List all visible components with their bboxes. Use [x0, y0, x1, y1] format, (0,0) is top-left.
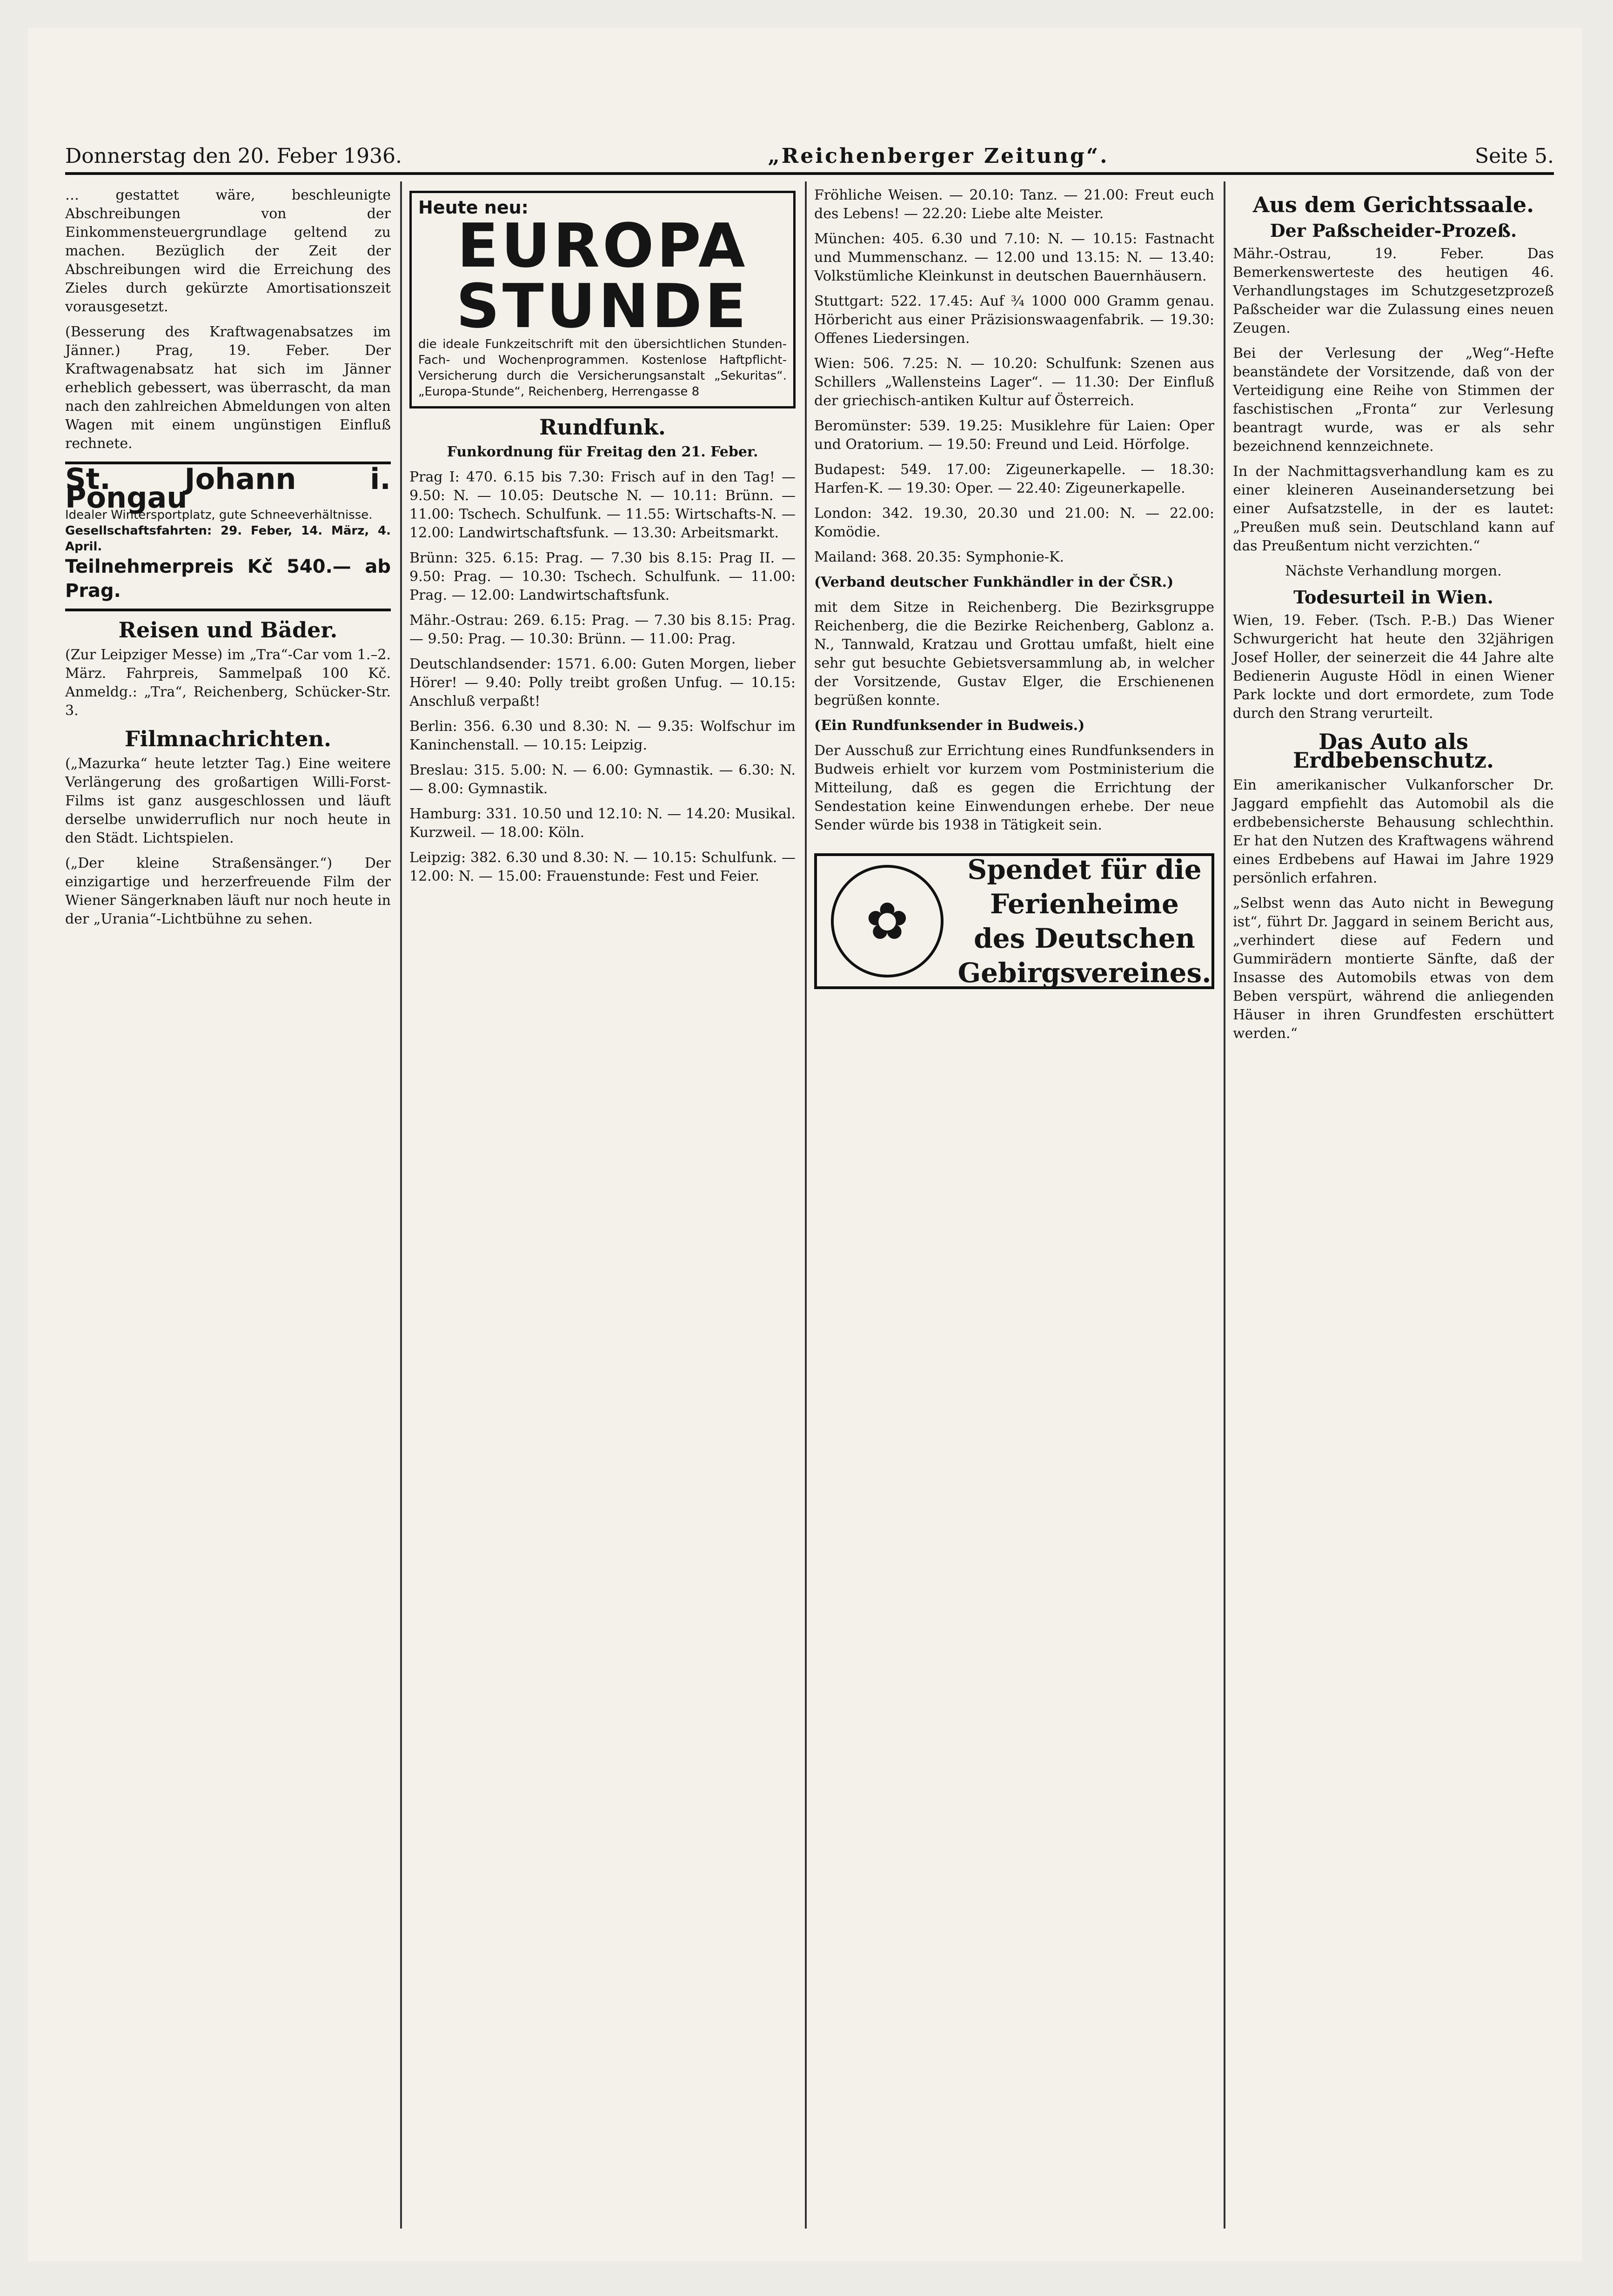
article-text: („Mazurka“ heute letzter Tag.) Eine weitere Verlängerung des großartigen Willi-Forst-Films ist ganz ausgeschlossen und läuft derselbe unwiderruflich nur noch heute in den Städt. Lichtspielen.	[65, 756, 391, 846]
ad-line: Gebirgsvereines.	[957, 957, 1211, 989]
section-heading: Aus dem Gerichtssaale.	[1252, 192, 1534, 217]
ad-trips: Gesellschaftsfahrten: 29. Feber, 14. März, 4. April.	[65, 524, 391, 554]
section-heading: Das Auto als Erdbebenschutz.	[1293, 729, 1494, 773]
header-paper-name: „Reichenberger Zeitung“.	[768, 144, 1109, 168]
radio-listing: Mähr.-Ostrau: 269. 6.15: Prag. — 7.30 bis 8.15: Prag. — 9.50: Prag. — 10.30: Brünn. — 11.00: Prag.	[409, 612, 796, 647]
article-text: Nächste Verhandlung morgen.	[1285, 563, 1502, 579]
ad-price: Teilnehmerpreis Kč 540.— ab Prag.	[65, 556, 391, 602]
radio-listing: Prag I: 470. 6.15 bis 7.30: Frisch auf in den Tag! — 9.50: N. — 10.05: Deutsche N. — 10.11: Brünn. — 11.00: Tschech. Schulfunk. — 11.55: Wirtschafts-N. — 12.00: Landwirtschaftsfunk. — 13.30: Arbeitsmarkt.	[409, 469, 796, 541]
subheading: Funkordnung für Freitag den 21. Feber.	[447, 444, 758, 460]
article-text: In der Nachmittagsverhandlung kam es zu einer kleineren Auseinandersetzung bei einer Aufsatzstelle, in der es lautet: „Preußen muß sein. Deutschland kann auf das Preußentum nicht verzichten.“	[1233, 463, 1554, 554]
radio-listing: Mailand: 368. 20.35: Symphonie-K.	[814, 549, 1064, 565]
article-text: Ein amerikanischer Vulkanforscher Dr. Jaggard empfiehlt das Automobil als die erdbebensicherste Behausung schlechthin. Er hat den Nutzen des Kraftwagens während eines Erdbebens auf Hawai im Jahre 1929 persönlich erfahren.	[1233, 777, 1554, 886]
advertisement-europa-stunde	[409, 191, 796, 408]
news-heading: (Ein Rundfunksender in Budweis.)	[814, 717, 1085, 734]
newspaper-page	[28, 28, 1582, 2261]
edelweiss-emblem-icon: ✿	[831, 865, 944, 977]
article-text: mit dem Sitze in Reichenberg. Die Bezirksgruppe Reichenberg, die die Bezirke Reichenberg, Gablonz a. N., Tannwald, Kratzau und Grottau umfaßt, hielt eine sehr gut besuchte Gebietsversammlung ab, in welcher der Vorsitzende, Gustav Elger, die Erschienenen begrüßen konnte.	[814, 599, 1214, 709]
header-date: Donnerstag den 20. Feber 1936.	[65, 144, 402, 168]
column-4	[1233, 186, 1554, 1050]
radio-listing: Fröhliche Weisen. — 20.10: Tanz. — 21.00: Freut euch des Lebens! — 22.20: Liebe alte Meister.	[814, 187, 1214, 222]
radio-listing: Breslau: 315. 5.00: N. — 6.00: Gymnastik. — 6.30: N. — 8.00: Gymnastik.	[409, 762, 796, 797]
ad-title: St. Johann i. Pongau	[65, 462, 391, 515]
page-header	[65, 140, 1554, 175]
radio-listing: Wien: 506. 7.25: N. — 10.20: Schulfunk: Szenen aus Schillers „Wallensteins Lager“. — 11.30: Der Einfluß der griechisch-antiken Kultur auf Österreich.	[814, 355, 1214, 409]
article-text: (Besserung des Kraftwagenabsatzes im Jänner.) Prag, 19. Feber. Der Kraftwagenabsatz hat sich im Jänner erheblich gebessert, was überrascht, da man nach den zahlreichen Abmeldungen von alten Wagen mit einem ungünstigen Einfluß rechnete.	[65, 324, 391, 452]
radio-listing: Hamburg: 331. 10.50 und 12.10: N. — 14.20: Musikal. Kurzweil. — 18.00: Köln.	[409, 806, 796, 841]
article-text: (Zur Leipziger Messe) im „Tra“-Car vom 1.–2. März. Fahrpreis, Sammelpaß 100 Kč. Anmeldg.: „Tra“, Reichenberg, Schücker-Str. 3.	[65, 647, 391, 719]
radio-listing: München: 405. 6.30 und 7.10: N. — 10.15: Fastnacht und Mummenschanz. — 12.00 und 13.15: N. — 13.40: Volkstümliche Kleinkunst in deutschen Bauernhäusern.	[814, 231, 1214, 284]
ad-subtitle: Idealer Wintersportplatz, gute Schneeverhältnisse.	[65, 508, 373, 522]
advertisement-spende	[814, 853, 1214, 989]
article-text: Wien, 19. Feber. (Tsch. P.-B.) Das Wiener Schwurgericht hat heute den 32jährigen Josef Holler, der seinerzeit die 44 Jahre alte Bedienerin Auguste Hödl in einen Wiener Park lockte und dort ermordete, zum Tode durch den Strang verurteilt.	[1233, 612, 1554, 722]
section-heading: Filmnachrichten.	[124, 726, 332, 751]
header-page-number: Seite 5.	[1475, 144, 1554, 168]
radio-listing: Budapest: 549. 17.00: Zigeunerkapelle. — 18.30: Harfen-K. — 19.30: Oper. — 22.40: Zigeunerkapelle.	[814, 462, 1214, 496]
article-title: Todesurteil in Wien.	[1293, 587, 1493, 608]
ad-big-title: EUROPA	[457, 210, 748, 281]
radio-listing: Beromünster: 539. 19.25: Musiklehre für Laien: Oper und Oratorium. — 19.50: Freund und Leid. Hörfolge.	[814, 418, 1214, 453]
column-3	[814, 186, 1214, 989]
article-text: Bei der Verlesung der „Weg“-Hefte beanständete der Vorsitzende, daß von der Verteidigung eine Reihe von Stimmen der faschistischen „Fronta“ zur Verlesung beantragt wurde, was er als sehr bezeichnend kennzeichnete.	[1233, 345, 1554, 455]
column-2	[409, 186, 796, 892]
ad-line: Spendet für die	[967, 854, 1202, 885]
radio-listing: Berlin: 356. 6.30 und 8.30: N. — 9.35: Wolfschur im Kaninchenstall. — 10.15: Leipzig.	[409, 718, 796, 753]
ad-line: des Deutschen	[974, 923, 1195, 954]
section-heading: Rundfunk.	[539, 415, 666, 440]
radio-listing: London: 342. 19.30, 20.30 und 21.00: N. — 22.00: Komödie.	[814, 505, 1214, 540]
column-rule	[1224, 181, 1225, 2229]
article-title: Der Paßscheider-Prozeß.	[1270, 220, 1517, 241]
radio-listing: Leipzig: 382. 6.30 und 8.30: N. — 10.15: Schulfunk. — 12.00: N. — 15.00: Frauenstunde: Fest und Feier.	[409, 850, 796, 884]
column-1	[65, 186, 391, 935]
article-text: Mähr.-Ostrau, 19. Feber. Das Bemerkenswerteste des heutigen 46. Verhandlungstages im Schutzgesetzprozeß Paßscheider war die Zulassung eines neuen Zeugen.	[1233, 246, 1554, 336]
ad-text	[957, 852, 1211, 990]
advertisement-pongau	[65, 462, 391, 611]
section-heading: Reisen und Bäder.	[118, 617, 338, 643]
column-rule	[400, 181, 402, 2229]
news-heading: (Verband deutscher Funkhändler in der ČSR.)	[814, 574, 1174, 590]
radio-listing: Stuttgart: 522. 17.45: Auf ¾ 1000 000 Gramm genau. Hörbericht aus einer Präzisionswaagenfabrik. — 19.30: Offenes Liedersingen.	[814, 293, 1214, 347]
ad-text: die ideale Funkzeitschrift mit den übersichtlichen Stunden-Fach- und Wochenprogrammen. Kostenlose Haftpflicht-Versicherung durch die Versicherungsanstalt „Sekuritas“. „Europa-Stunde“, Reichenberg, Herrengasse 8	[418, 337, 787, 399]
article-text: Der Ausschuß zur Errichtung eines Rundfunksenders in Budweis erhielt vor kurzem vom Postministerium die Mitteilung, daß es gegen die Errichtung der Sendestation keine Einwendungen erhebe. Der neue Sender würde bis 1938 in Tätigkeit sein.	[814, 743, 1214, 833]
ad-big-title: STUNDE	[456, 271, 749, 341]
ad-head: Heute neu:	[418, 197, 529, 218]
article-text: … gestattet wäre, beschleunigte Abschreibungen von der Einkommensteuergrundlage geltend zu machen. Bezüglich der Zeit der Abschreibungen wird die Erreichung des Zieles durch gekürzte Amortisationszeit vorausgesetzt.	[65, 187, 391, 315]
article-text: („Der kleine Straßensänger.“) Der einzigartige und herzerfreuende Film der Wiener Sängerknaben läuft nur noch heute in der „Urania“-Lichtbühne zu sehen.	[65, 855, 391, 927]
article-text: „Selbst wenn das Auto nicht in Bewegung ist“, führt Dr. Jaggard in seinem Bericht aus, „verhindert diese auf Federn und Gummirädern montierte Sänfte, daß der Insasse des Automobils etwas von dem Beben verspürt, während die anliegenden Häuser in ihren Grundfesten erschüttert werden.“	[1233, 895, 1554, 1042]
radio-listing: Brünn: 325. 6.15: Prag. — 7.30 bis 8.15: Prag II. — 9.50: Prag. — 10.30: Tschech. Schulfunk. — 11.00: Prag. — 12.00: Landwirtschaftsfunk.	[409, 550, 796, 603]
radio-listing: Deutschlandsender: 1571. 6.00: Guten Morgen, lieber Hörer! — 9.40: Polly treibt großen Unfug. — 10.15: Anschluß verpaßt!	[409, 656, 796, 710]
column-rule	[805, 181, 807, 2229]
ad-line: Ferienheime	[990, 888, 1179, 920]
